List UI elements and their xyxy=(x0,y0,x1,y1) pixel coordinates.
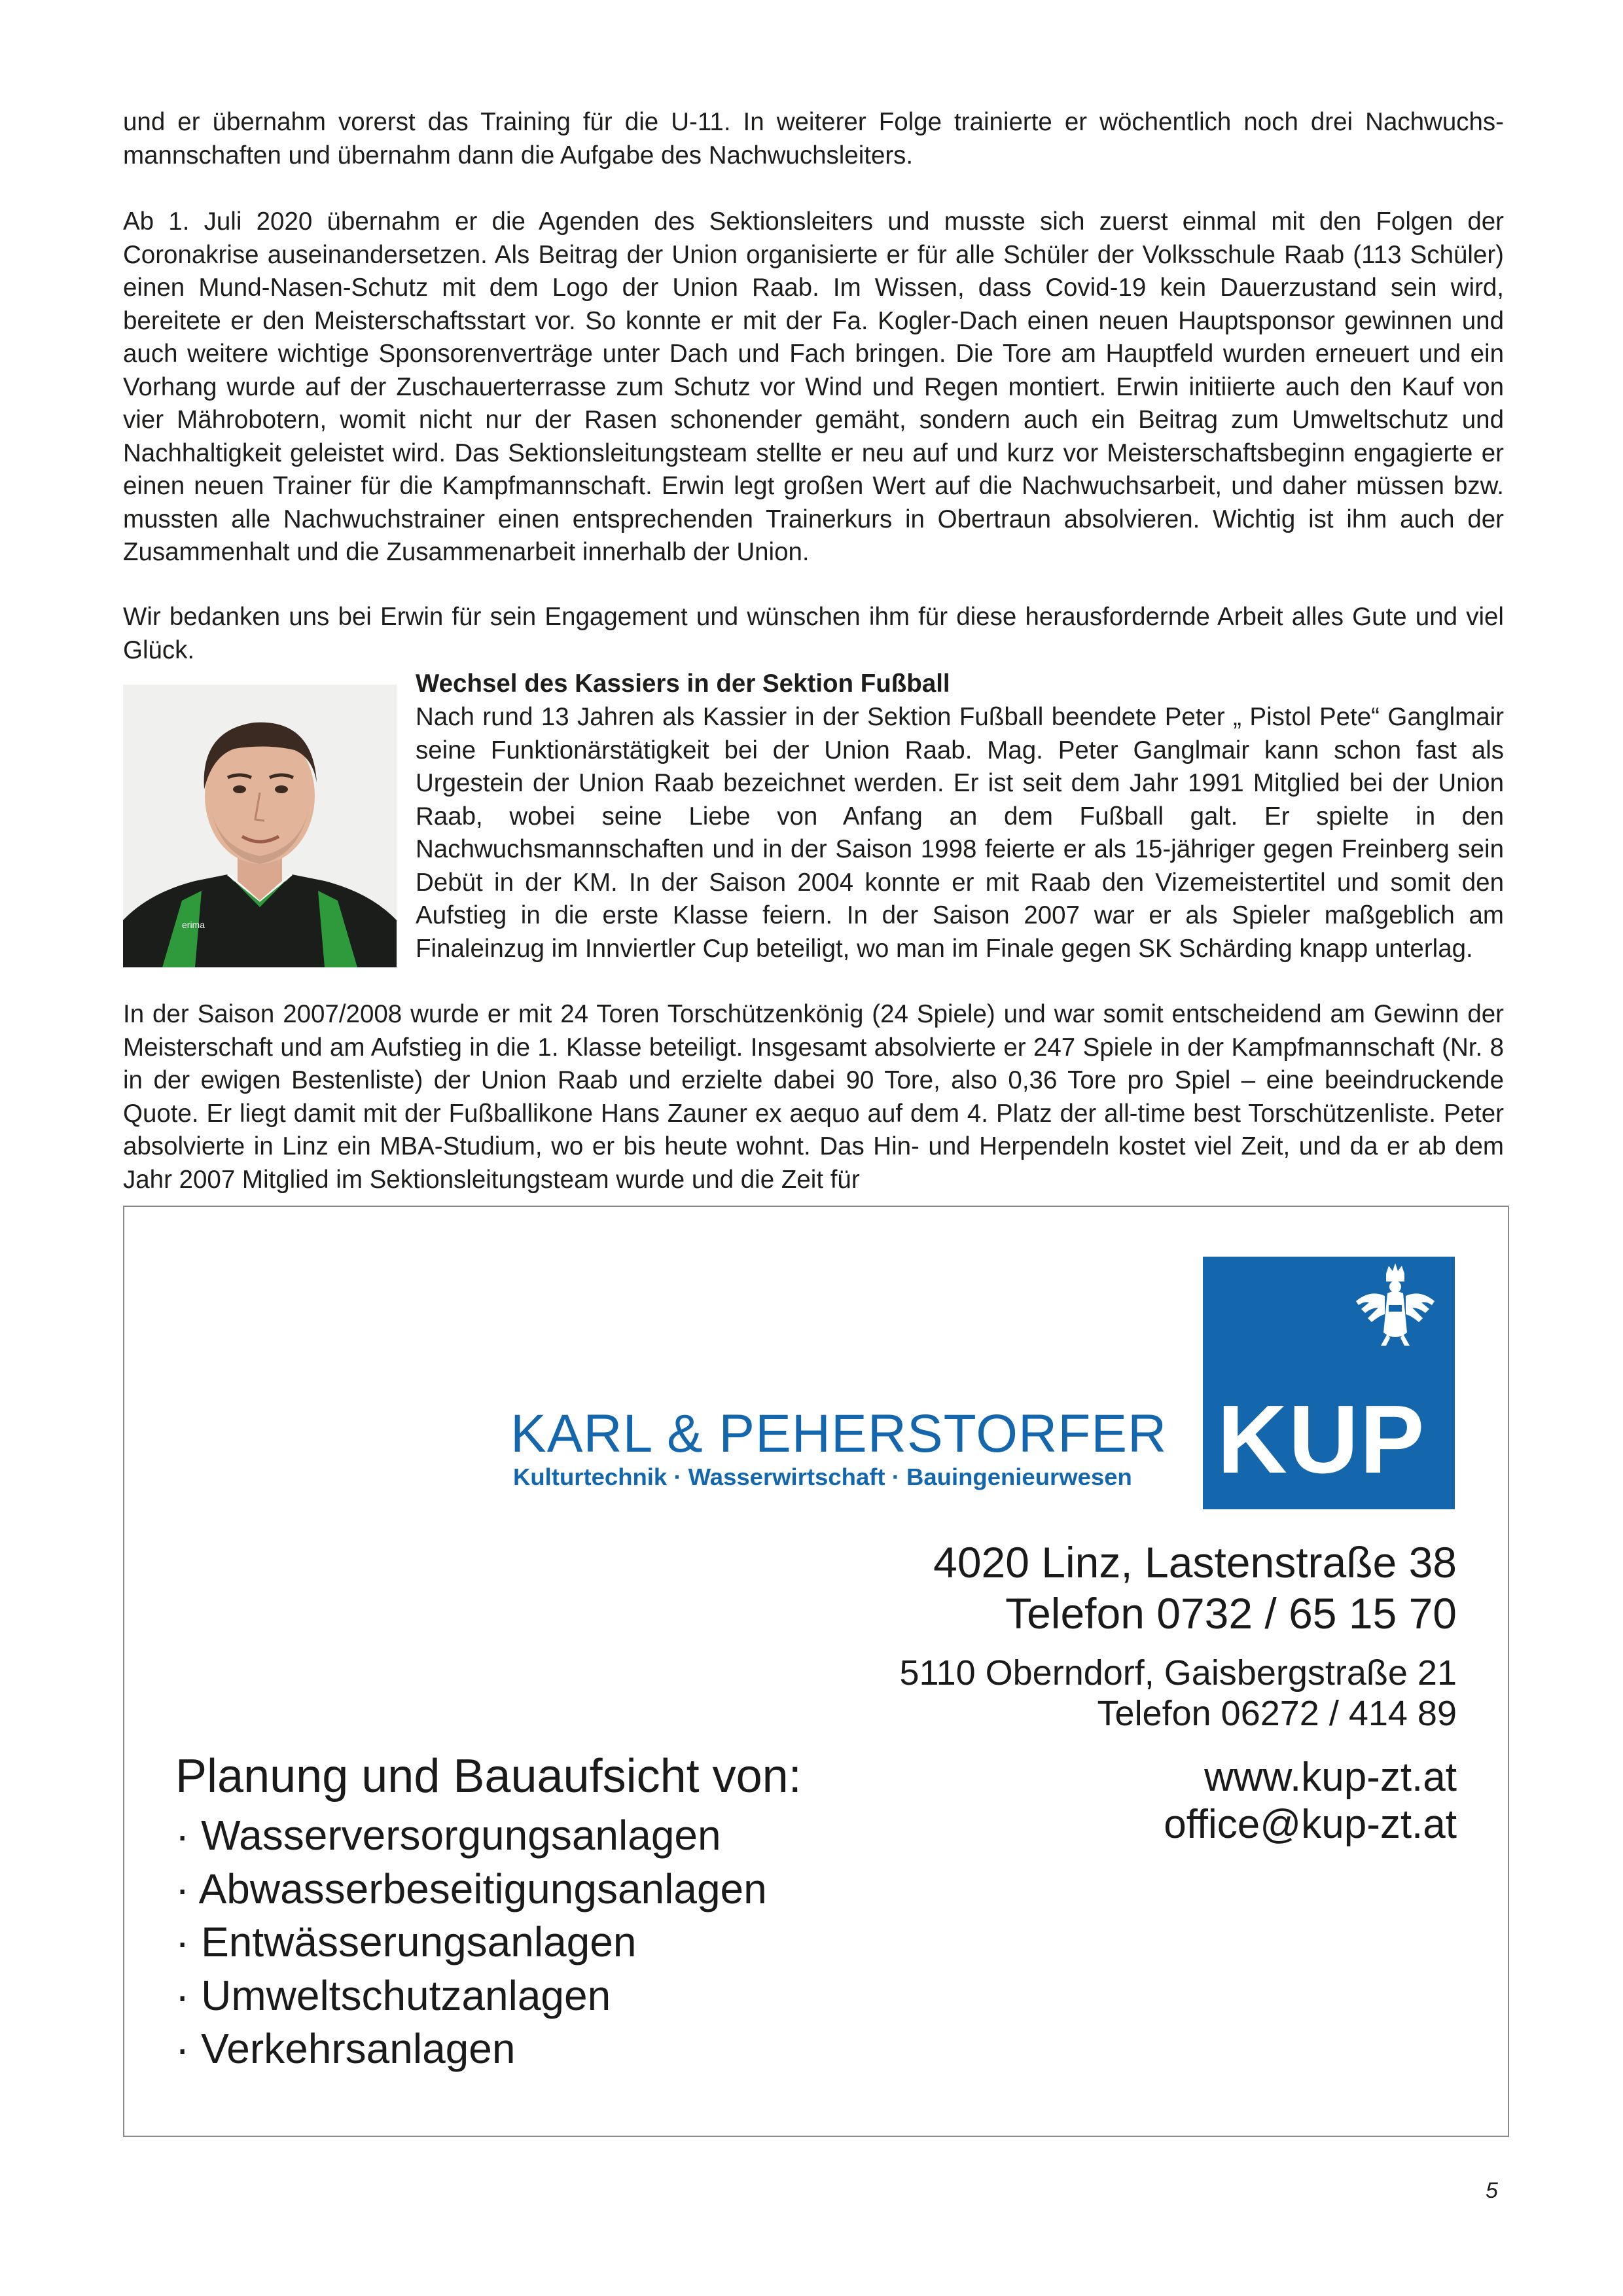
article-paragraph: Nach rund 13 Jahren als Kassier in der Sektion Fußball beendete Peter „ Pistol Pete“ Ganglmair seine Funktionärstätigkeit bei der Union Raab. Mag. Peter Ganglmair kann schon fast als Urgestein der Union Raab bezeichnet werden. Er ist seit dem Jahr 1991 Mitglied bei der Union Raab, wobei seine Liebe von Anfang an dem Fußball galt. Er spielte in den Nachwuchsmannschaften und in der Saison 1998 feierte er als 15-jähriger gegen Freinberg sein Debüt in der KM. In der Saison 2004 konnte er mit Raab den Vizemeistertitel und somit den Aufstieg in die erste Klasse feiern. In der Saison 2007 war er als Spieler maßgeblich am Finaleinzug im Innviertler Cup beteiligt, wo man im Finale gegen SK Schärding knapp unterlag. xyxy=(416,703,1504,963)
article-paragraph: In der Saison 2007/2008 wurde er mit 24 Toren Torschützenkönig (24 Spiele) und war somit entscheidend am Gewinn der Meisterschaft und am Aufstieg in die 1. Klasse beteiligt. Insgesamt absolvierte er 247 Spiele in der Kampfmannschaft (Nr. 8 in der ewigen Bestenliste) der Union Raab und erzielte dabei 90 Tore, also 0,36 Tore pro Spiel – eine beeindruckende Quote. Er liegt damit mit der Fußballikone Hans Zauner ex aequo auf dem 4. Platz der all-time best Torschützenliste. Peter absolvierte in Linz ein MBA-Studium, wo er bis heute wohnt. Das Hin- und Herpendeln kostet viel Zeit, und da er ab dem Jahr 2007 Mitglied im Sektionsleitungsteam wurde und die Zeit für xyxy=(123,1000,1504,1194)
phone-linz: Telefon 0732 / 65 15 70 xyxy=(1005,1589,1457,1638)
phone-oberndorf: Telefon 06272 / 414 89 xyxy=(1097,1694,1457,1733)
brand-name: KARL & PEHERSTORFER xyxy=(510,1404,1168,1463)
article-paragraph: Wir bedanken uns bei Erwin für sein Engagement und wünschen ihm für diese herausfordernde Arbeit alles Gute und viel Glück. xyxy=(123,603,1504,664)
address-linz: 4020 Linz, Lastenstraße 38 xyxy=(933,1538,1457,1587)
services-list xyxy=(175,1809,767,2076)
portrait-photo xyxy=(123,685,397,967)
brand-tagline: Kulturtechnik · Wasserwirtschaft · Bauingenieurwesen xyxy=(513,1463,1132,1490)
kup-logo xyxy=(1203,1257,1455,1509)
service-item: · Wasserversorgungsanlagen xyxy=(175,1812,721,1859)
kup-logo-letters: KUP xyxy=(1217,1386,1426,1494)
email-link[interactable]: office@kup-zt.at xyxy=(1164,1802,1457,1847)
eagle-icon xyxy=(1352,1257,1438,1357)
article-paragraph: und er übernahm vorerst das Training für die U-11. In weiterer Folge trainierte er wöchentlich noch drei Nachwuchsmannschaften und übernahm dann die Aufgabe des Nachwuchsleiters. xyxy=(123,108,1504,170)
article-paragraph: Ab 1. Juli 2020 übernahm er die Agenden des Sektionsleiters und musste sich zuerst einmal mit den Folgen der Coronakrise auseinandersetzen. Als Beitrag der Union organisierte er für alle Schüler der Volksschule Raab (113 Schüler) einen Mund-Nasen-Schutz mit dem Logo der Union Raab. Im Wissen, dass Covid-19 kein Dauerzustand sein wird, bereitete er den Meisterschaftsstart vor. So konnte er mit der Fa. Kogler-Dach einen neuen Hauptsponsor gewinnen und auch weitere wichtige Sponsorenverträge unter Dach und Fach bringen. Die Tore am Hauptfeld wurden erneuert und ein Vorhang wurde auf der Zuschauerterrasse zum Schutz vor Wind und Regen montiert. Erwin initiierte auch den Kauf von vier Mährobotern, womit nicht nur der Rasen schonender gemäht, sondern auch ein Beitrag zum Umweltschutz und Nachhaltigkeit geleistet wird. Das Sektionsleitungsteam stellte er neu auf und kurz vor Meisterschaftsbeginn engagierte er einen neuen Trainer für die Kampfmannschaft. Erwin legt großen Wert auf die Nachwuchsarbeit, und daher müssen bzw. mussten alle Nachwuchstrainer einen entsprechenden Trainerkurs in Obertraun absolvieren. Wichtig ist ihm auch der Zusammenhalt und die Zusammenarbeit innerhalb der Union. xyxy=(123,207,1504,566)
service-item: · Abwasserbeseitigungsanlagen xyxy=(175,1865,767,1912)
section-heading: Wechsel des Kassiers in der Sektion Fußball xyxy=(416,670,950,698)
service-item: · Umweltschutzanlagen xyxy=(175,1971,611,2019)
page-number: 5 xyxy=(1486,2178,1498,2203)
services-title: Planung und Bauaufsicht von: xyxy=(175,1750,802,1803)
portrait-illustration xyxy=(123,685,397,967)
service-item: · Verkehrsanlagen xyxy=(175,2025,516,2072)
address-oberndorf: 5110 Oberndorf, Gaisbergstraße 21 xyxy=(899,1653,1457,1693)
website-link[interactable]: www.kup-zt.at xyxy=(1204,1755,1457,1800)
advertisement-box xyxy=(123,1206,1509,2137)
service-item: · Entwässerungsanlagen xyxy=(175,1918,637,1965)
svg-text:erima: erima xyxy=(182,920,205,930)
